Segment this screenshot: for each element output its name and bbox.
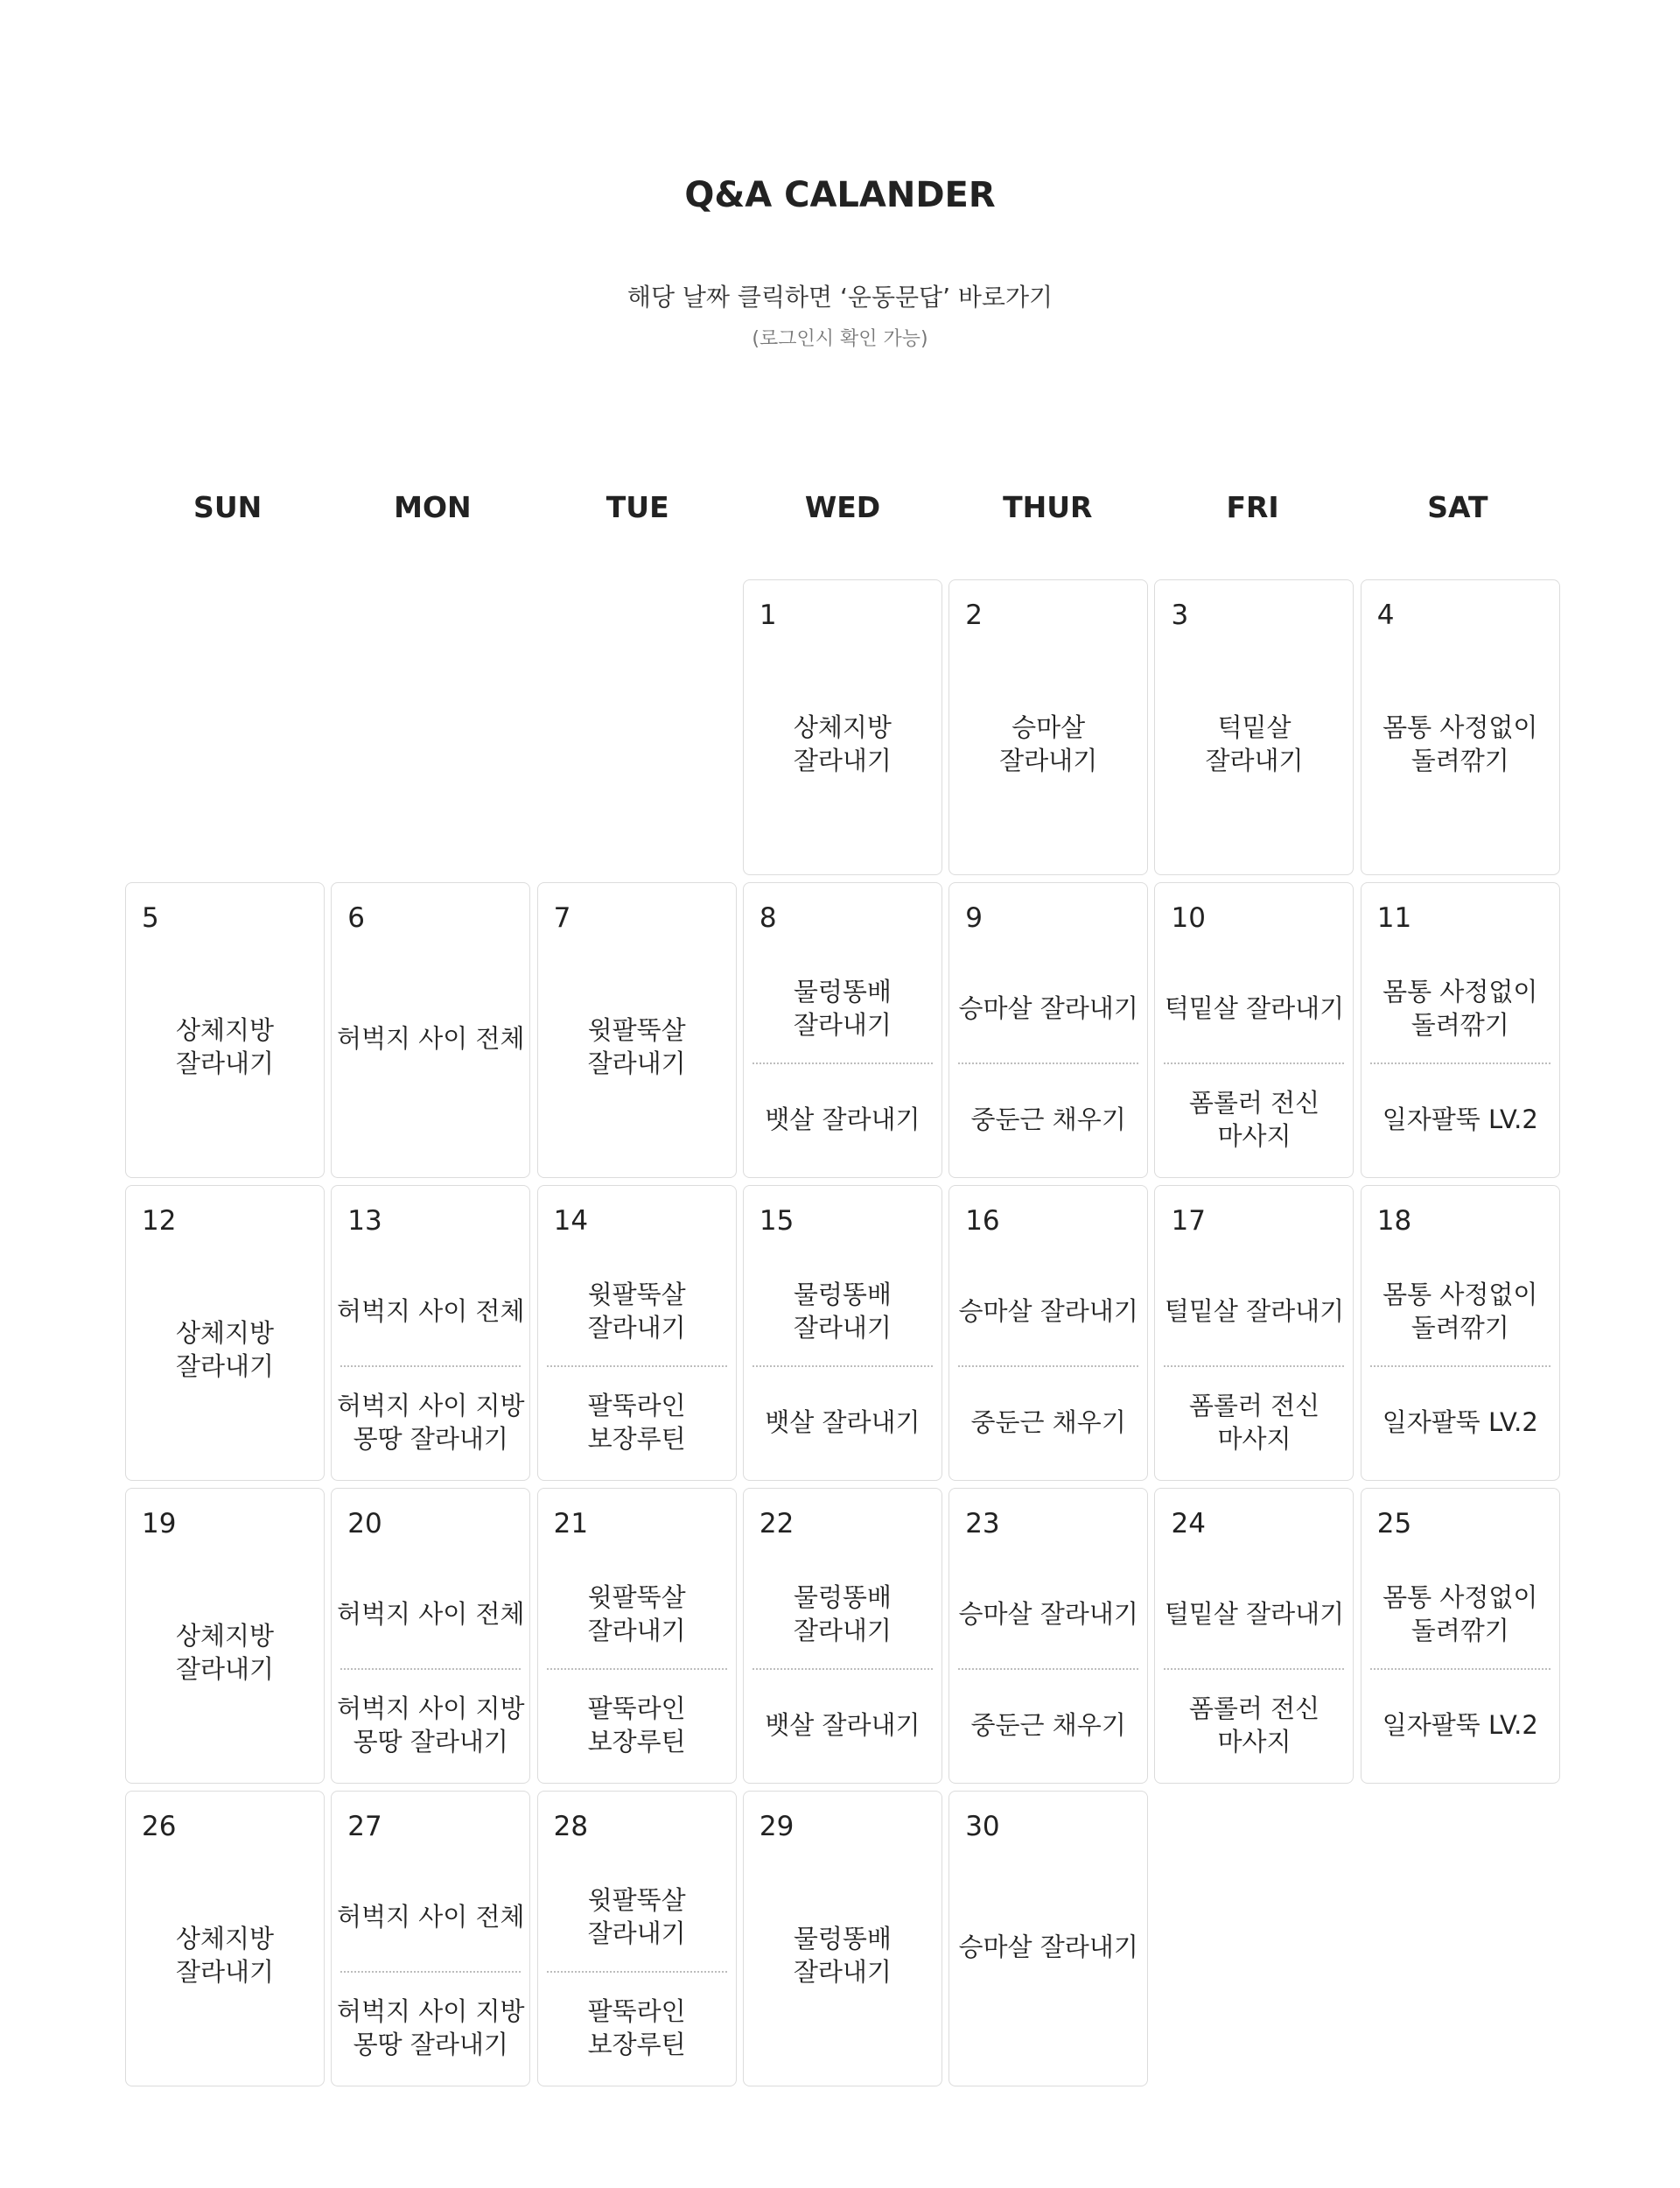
day-number: 13	[347, 1205, 382, 1237]
event-label: 허벅지 사이 전체	[337, 1023, 525, 1054]
event-label: 상체지방 잘라내기	[175, 1924, 275, 1987]
event-label: 몸통 사정없이 돌려깎기	[1382, 712, 1538, 775]
event-label-top: 몸통 사정없이 돌려깎기	[1382, 977, 1538, 1040]
event-divider	[752, 1365, 933, 1367]
weekday-thu: THUR	[1003, 490, 1093, 524]
event-label-bottom: 허벅지 사이 지방 몽땅 잘라내기	[337, 1694, 525, 1757]
weekday-fri: FRI	[1226, 490, 1279, 524]
day-cell-29[interactable]	[743, 1791, 942, 2086]
day-number: 8	[759, 902, 777, 934]
weekday-sun: SUN	[193, 490, 262, 524]
day-cell-22[interactable]	[743, 1488, 942, 1784]
day-cell-20[interactable]	[331, 1488, 530, 1784]
event-label: 윗팔뚝살 잘라내기	[587, 1015, 686, 1078]
day-cell-24[interactable]	[1154, 1488, 1354, 1784]
day-number: 20	[347, 1508, 382, 1539]
day-cell-30[interactable]	[948, 1791, 1148, 2086]
event-divider	[340, 1971, 521, 1973]
day-cell-23[interactable]	[948, 1488, 1148, 1784]
subtitle: 해당 날짜 클릭하면 ‘운동문답’ 바로가기	[626, 283, 1054, 312]
event-label-bottom: 허벅지 사이 지방 몽땅 잘라내기	[337, 1391, 525, 1454]
event-label-bottom: 폼롤러 전신 마사지	[1188, 1391, 1320, 1454]
event-label-top: 털밑살 잘라내기	[1164, 1599, 1345, 1629]
day-number: 4	[1376, 600, 1395, 631]
weekday-header	[125, 490, 1560, 524]
day-number: 29	[759, 1811, 794, 1842]
day-cell-7[interactable]	[537, 882, 737, 1178]
event-label: 상체지방 잘라내기	[175, 1621, 275, 1684]
day-cell-11[interactable]	[1361, 882, 1560, 1178]
weekday-sat: SAT	[1427, 490, 1488, 524]
login-note: (로그인시 확인 가능)	[752, 328, 928, 350]
day-cell-8[interactable]	[743, 882, 942, 1178]
event-label-bottom: 중둔근 채우기	[970, 1105, 1126, 1134]
day-cell-12[interactable]	[125, 1185, 325, 1481]
day-cell-28[interactable]	[537, 1791, 737, 2086]
event-divider	[340, 1668, 521, 1670]
day-cell-17[interactable]	[1154, 1185, 1354, 1481]
event-label-bottom: 뱃살 잘라내기	[765, 1710, 920, 1740]
event-label-top: 허벅지 사이 전체	[337, 1902, 525, 1932]
event-label: 승마살 잘라내기	[999, 712, 1098, 775]
day-number: 7	[553, 902, 571, 934]
day-cell-21[interactable]	[537, 1488, 737, 1784]
event-label: 상체지방 잘라내기	[175, 1318, 275, 1381]
event-divider	[1164, 1668, 1344, 1670]
day-cell-6[interactable]	[331, 882, 530, 1178]
event-label-top: 허벅지 사이 전체	[337, 1599, 525, 1629]
day-number: 9	[965, 902, 983, 934]
event-divider	[340, 1365, 521, 1367]
day-number: 27	[347, 1811, 382, 1842]
day-cell-15[interactable]	[743, 1185, 942, 1481]
event-label-bottom: 뱃살 잘라내기	[765, 1105, 920, 1134]
day-cell-26[interactable]	[125, 1791, 325, 2086]
event-label-bottom: 일자팔뚝 LV.2	[1382, 1105, 1538, 1134]
event-divider	[958, 1062, 1138, 1064]
event-divider	[1370, 1365, 1550, 1367]
day-number: 3	[1171, 600, 1189, 631]
event-label-bottom: 팔뚝라인 보장루틴	[587, 1996, 686, 2059]
event-label: 승마살 잘라내기	[958, 1932, 1138, 1962]
event-label: 상체지방 잘라내기	[793, 712, 892, 775]
day-number: 15	[759, 1205, 794, 1237]
day-number: 12	[142, 1205, 177, 1237]
calendar-grid	[125, 579, 1560, 2086]
day-number: 21	[553, 1508, 589, 1539]
empty-cell	[331, 579, 530, 875]
day-cell-5[interactable]	[125, 882, 325, 1178]
day-cell-25[interactable]	[1361, 1488, 1560, 1784]
empty-cell	[125, 579, 325, 875]
event-label-bottom: 폼롤러 전신 마사지	[1188, 1088, 1320, 1151]
day-number: 22	[759, 1508, 794, 1539]
day-number: 26	[142, 1811, 177, 1842]
day-number: 30	[965, 1811, 1000, 1842]
day-number: 17	[1171, 1205, 1206, 1237]
event-divider	[1164, 1365, 1344, 1367]
event-divider	[547, 1668, 727, 1670]
day-number: 28	[553, 1811, 589, 1842]
event-label-top: 승마살 잘라내기	[958, 993, 1138, 1023]
day-cell-19[interactable]	[125, 1488, 325, 1784]
event-label-top: 허벅지 사이 전체	[337, 1296, 525, 1326]
day-number: 6	[347, 902, 366, 934]
event-label-bottom: 뱃살 잘라내기	[765, 1407, 920, 1437]
event-label-top: 윗팔뚝살 잘라내기	[587, 1280, 686, 1343]
event-divider	[1370, 1668, 1550, 1670]
event-label-top: 승마살 잘라내기	[958, 1599, 1138, 1629]
weekday-tue: TUE	[606, 490, 669, 524]
event-divider	[958, 1365, 1138, 1367]
event-label-bottom: 중둔근 채우기	[970, 1710, 1126, 1740]
event-label-top: 물렁똥배 잘라내기	[793, 977, 892, 1040]
event-label-bottom: 일자팔뚝 LV.2	[1382, 1407, 1538, 1437]
event-label-bottom: 허벅지 사이 지방 몽땅 잘라내기	[337, 1996, 525, 2059]
day-number: 14	[553, 1205, 589, 1237]
event-divider	[547, 1365, 727, 1367]
day-cell-3[interactable]	[1154, 579, 1354, 875]
day-number: 23	[965, 1508, 1000, 1539]
day-cell-10[interactable]	[1154, 882, 1354, 1178]
event-label-top: 몸통 사정없이 돌려깎기	[1382, 1280, 1538, 1343]
event-label: 상체지방 잘라내기	[175, 1015, 275, 1078]
day-cell-9[interactable]	[948, 882, 1148, 1178]
event-divider	[752, 1062, 933, 1064]
day-number: 5	[142, 902, 159, 934]
day-cell-14[interactable]	[537, 1185, 737, 1481]
event-divider	[547, 1971, 727, 1973]
page-title: Q&A CALANDER	[684, 175, 996, 215]
day-cell-27[interactable]	[331, 1791, 530, 2086]
day-number: 18	[1376, 1205, 1412, 1237]
day-cell-18[interactable]	[1361, 1185, 1560, 1481]
day-number: 24	[1171, 1508, 1206, 1539]
day-number: 10	[1171, 902, 1206, 934]
day-cell-16[interactable]	[948, 1185, 1148, 1481]
day-number: 1	[759, 600, 777, 631]
event-label-bottom: 일자팔뚝 LV.2	[1382, 1710, 1538, 1740]
day-number: 19	[142, 1508, 177, 1539]
day-number: 25	[1376, 1508, 1412, 1539]
event-label-bottom: 중둔근 채우기	[970, 1407, 1126, 1437]
day-cell-13[interactable]	[331, 1185, 530, 1481]
empty-cell	[537, 579, 737, 875]
event-label-top: 턱밑살 잘라내기	[1164, 993, 1345, 1023]
event-label: 물렁똥배 잘라내기	[793, 1924, 892, 1987]
event-label-top: 물렁똥배 잘라내기	[793, 1582, 892, 1645]
event-divider	[752, 1668, 933, 1670]
event-label-top: 털밑살 잘라내기	[1164, 1296, 1345, 1326]
day-number: 2	[965, 600, 983, 631]
event-label-bottom: 폼롤러 전신 마사지	[1188, 1694, 1320, 1757]
event-label-top: 승마살 잘라내기	[958, 1296, 1138, 1326]
day-number: 16	[965, 1205, 1000, 1237]
weekday-mon: MON	[394, 490, 472, 524]
event-label-bottom: 팔뚝라인 보장루틴	[587, 1391, 686, 1454]
event-label-top: 윗팔뚝살 잘라내기	[587, 1582, 686, 1645]
day-cell-2[interactable]	[948, 579, 1148, 875]
event-divider	[1370, 1062, 1550, 1064]
event-label-top: 몸통 사정없이 돌려깎기	[1382, 1582, 1538, 1645]
event-label-bottom: 팔뚝라인 보장루틴	[587, 1694, 686, 1757]
event-label-top: 윗팔뚝살 잘라내기	[587, 1885, 686, 1948]
day-number: 11	[1376, 902, 1412, 934]
weekday-wed: WED	[804, 490, 881, 524]
day-cell-4[interactable]	[1361, 579, 1560, 875]
event-divider	[958, 1668, 1138, 1670]
event-divider	[1164, 1062, 1344, 1064]
day-cell-1[interactable]	[743, 579, 942, 875]
event-label-top: 물렁똥배 잘라내기	[793, 1280, 892, 1343]
event-label: 턱밑살 잘라내기	[1205, 712, 1304, 775]
